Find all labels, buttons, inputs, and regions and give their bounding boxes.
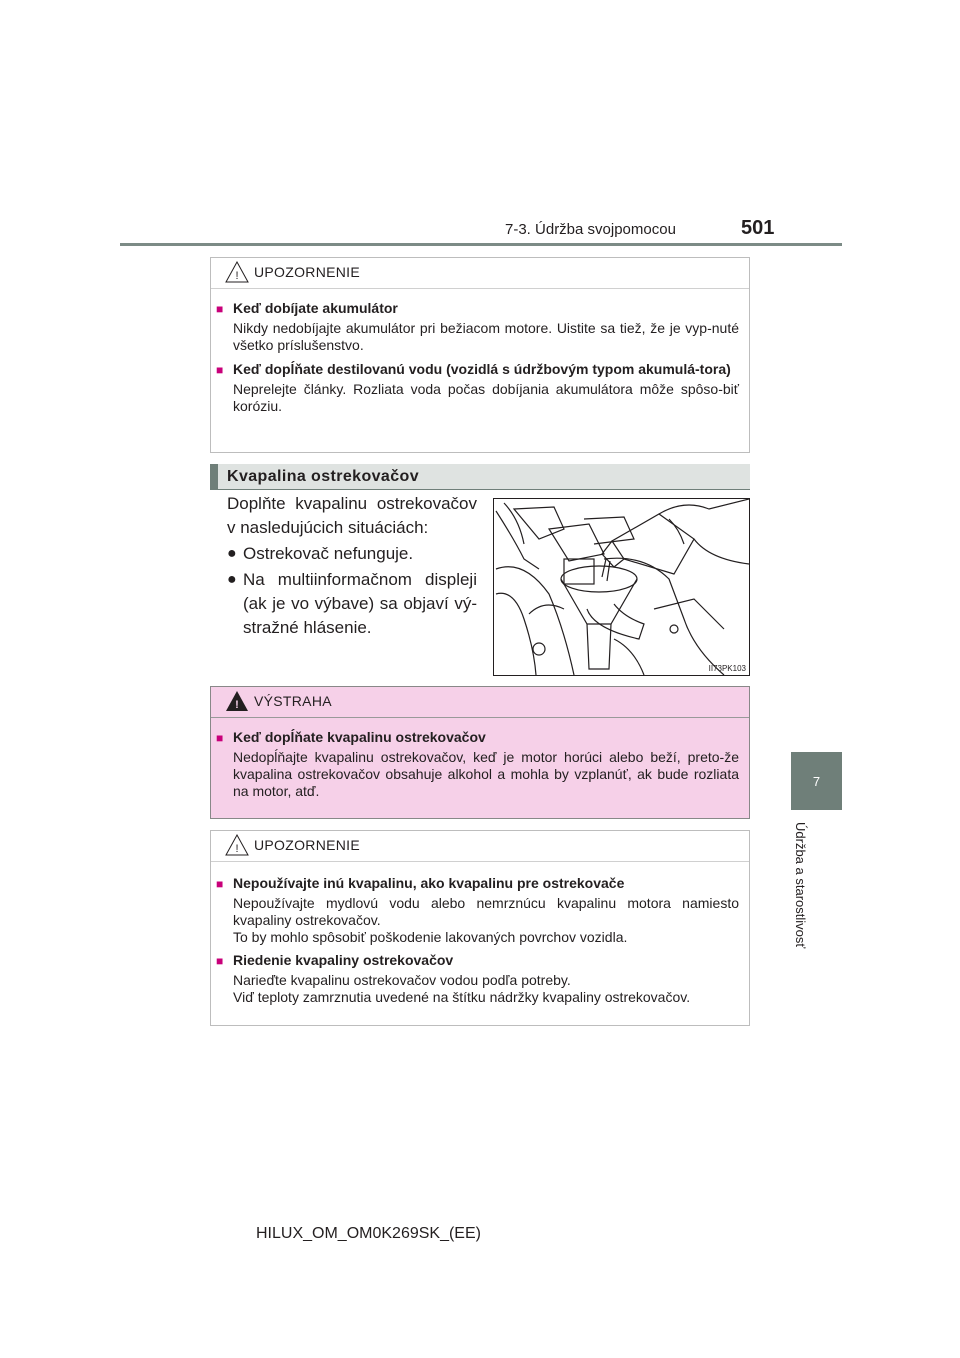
caution-item <box>216 361 739 415</box>
item-text: Nikdy nedobíjajte akumulátor pri bežiacom motore. Uistite sa tiež, že je vyp-nuté všetko príslušenstvo. <box>233 320 739 353</box>
square-bullet-icon: ■ <box>216 877 224 891</box>
caution-item <box>216 952 739 1006</box>
svg-text:!: ! <box>235 699 239 711</box>
washer-fluid-illustration <box>493 498 750 676</box>
round-bullet-icon: ● <box>227 571 237 588</box>
caution-title: UPOZORNENIE <box>254 264 360 280</box>
caution-item <box>216 875 739 946</box>
item-text: Nepoužívajte mydlovú vodu alebo nemrznúcu kvapalinu motora namiesto kvapaliny ostrekovačov. <box>233 895 739 928</box>
intro-paragraph: Doplňte kvapalinu ostrekovačov v nasledujúcich situáciách: <box>227 494 477 537</box>
chapter-tab: 7 <box>791 752 842 810</box>
warning-title: VÝSTRAHA <box>254 693 332 709</box>
item-heading: Keď dobíjate akumulátor <box>233 300 398 316</box>
item-heading: Keď dopĺňate kvapalinu ostrekovačov <box>233 729 486 745</box>
caution-title: UPOZORNENIE <box>254 837 360 853</box>
header-divider <box>120 243 842 246</box>
caution-box-battery <box>210 257 750 453</box>
svg-text:!: ! <box>235 843 239 855</box>
warning-box <box>210 686 750 819</box>
caution-box-washer <box>210 830 750 1026</box>
square-bullet-icon: ■ <box>216 363 224 377</box>
warning-triangle-icon <box>225 690 249 712</box>
caution-triangle-icon <box>225 834 249 856</box>
round-bullet-icon: ● <box>227 545 237 562</box>
item-text: To by mohlo spôsobiť poškodenie lakovaných povrchov vozidla. <box>233 929 628 945</box>
chapter-label: Údržba a starostlivosť <box>793 822 808 949</box>
illustration-code: II73PK103 <box>708 664 746 673</box>
list-item-text: Na multiinformačnom displeji (ak je vo výbave) sa objaví vý-stražné hlásenie. <box>243 570 477 637</box>
item-heading: Keď dopĺňate destilovanú vodu (vozidlá s údržbovým typom akumulá-tora) <box>233 361 731 377</box>
caution-triangle-icon <box>225 261 249 283</box>
list-item <box>227 542 477 566</box>
square-bullet-icon: ■ <box>216 302 224 316</box>
section-breadcrumb: 7-3. Údržba svojpomocou <box>505 221 676 238</box>
square-bullet-icon: ■ <box>216 731 224 745</box>
section-heading-bar <box>210 464 218 490</box>
warning-item <box>216 729 739 800</box>
page-number: 501 <box>741 217 775 239</box>
item-text: Narieďte kvapalinu ostrekovačov vodou podľa potreby. <box>233 972 571 988</box>
footer-doc-id: HILUX_OM_OM0K269SK_(EE) <box>256 1225 481 1242</box>
section-heading-text: Kvapalina ostrekovačov <box>227 468 419 485</box>
item-heading: Riedenie kvapaliny ostrekovačov <box>233 952 454 968</box>
item-text: Viď teploty zamrznutia uvedené na štítku nádržky kvapaliny ostrekovačov. <box>233 989 691 1005</box>
item-heading: Nepoužívajte inú kvapalinu, ako kvapalinu pre ostrekovače <box>233 875 625 891</box>
section-body <box>227 492 477 640</box>
section-heading <box>210 464 750 490</box>
funnel-pouring-drawing <box>494 499 749 675</box>
caution-item <box>216 300 739 354</box>
list-item-text: Ostrekovač nefunguje. <box>243 544 414 563</box>
item-text: Neprelejte články. Rozliata voda počas dobíjania akumulátora môže spôso-biť koróziu. <box>233 381 739 414</box>
square-bullet-icon: ■ <box>216 954 224 968</box>
svg-text:!: ! <box>235 270 239 282</box>
section-rule <box>210 489 750 490</box>
item-text: Nedopĺňajte kvapalinu ostrekovačov, keď je motor horúci alebo beží, preto-že kvapalina ostrekovačov obsahuje alkohol a mohla by vzplanúť, ak bude rozliata na motor, atď. <box>233 749 739 799</box>
list-item <box>227 568 477 640</box>
